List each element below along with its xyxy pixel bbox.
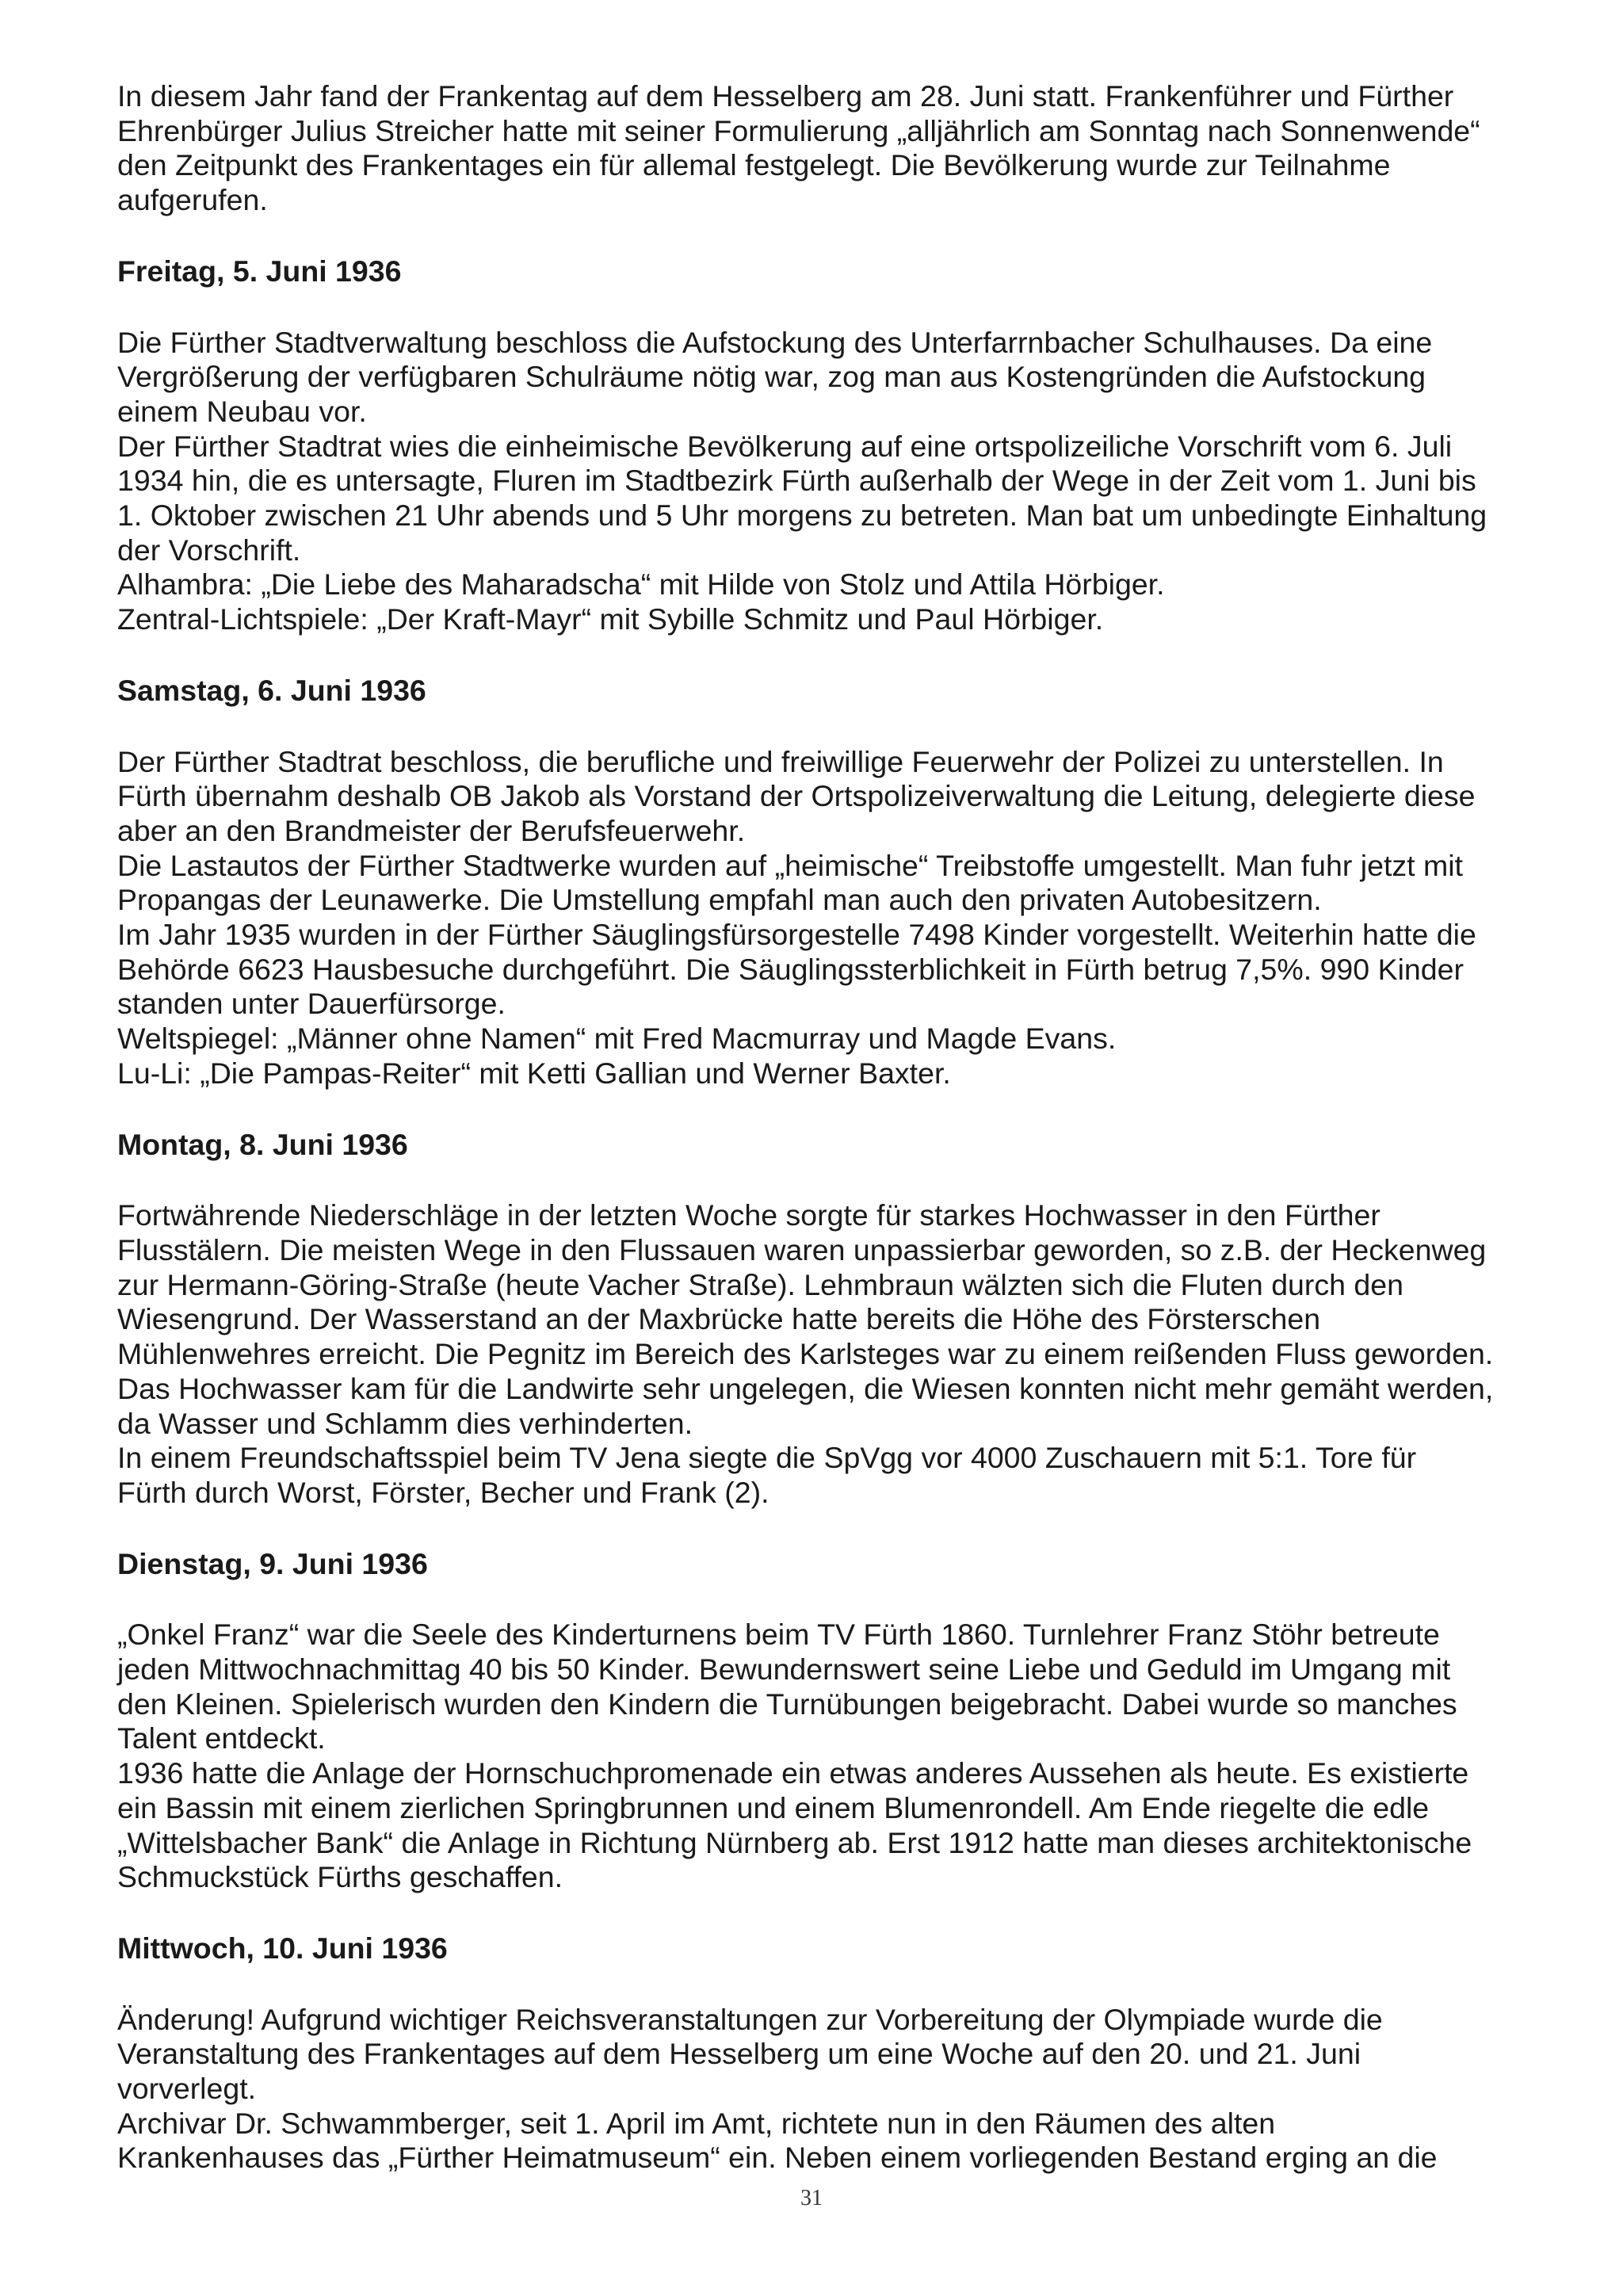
section-body-freitag: Die Fürther Stadtverwaltung beschloss die Aufstockung des Unterfarrnbacher Schulhauses. Da eine Vergrößerung der verfügbaren Schulräume nötig war, zog man aus Kostengründen die Aufstockung einem Neubau vor. Der Fürther Stadtrat wies die einheimische Bevölkerung auf eine ortspolizeiliche Vorschrift vom 6. Juli 1934 hin, die es untersagte, Fluren im Stadtbezirk Fürth außerhalb der Wege in der Zeit vom 1. Juni bis 1. Oktober zwischen 21 Uhr abends und 5 Uhr morgens zu betreten. Man bat um unbedingte Einhaltung der Vorschrift. Alhambra: „Die Liebe des Maharadscha“ mit Hilde von Stolz und Attila Hörbiger. Zentral-Lichtspiele: „Der Kraft-Mayr“ mit Sybille Schmitz und Paul Hörbiger. [117,325,1487,636]
section-heading-samstag: Samstag, 6. Juni 1936 [117,673,426,707]
section-heading-dienstag: Dienstag, 9. Juni 1936 [117,1546,428,1580]
section-body-montag: Fortwährende Niederschläge in der letzten Woche sorgte für starkes Hochwasser in den Fürther Flusstälern. Die meisten Wege in den Flussauen waren unpassierbar geworden, so z.B. der Heckenweg zur Hermann-Göring-Straße (heute Vacher Straße). Lehmbraun wälzten sich die Fluten durch den Wiesengrund. Der Wasserstand an der Maxbrücke hatte bereits die Höhe des Försterschen Mühlenwehres erreicht. Die Pegnitz im Bereich des Karlsteges war zu einem reißenden Fluss geworden. Das Hochwasser kam für die Landwirte sehr ungelegen, die Wiesen konnten nicht mehr gemäht werden, da Wasser und Schlamm dies verhinderten. In einem Freundschaftsspiel beim TV Jena siegte die SpVgg vor 4000 Zuschauern mit 5:1. Tore für Fürth durch Worst, Förster, Becher und Frank (2). [117,1198,1494,1509]
section-body-samstag: Der Fürther Stadtrat beschloss, die berufliche und freiwillige Feuerwehr der Polizei zu unterstellen. In Fürth übernahm deshalb OB Jakob als Vorstand der Ortspolizeiverwaltung die Leitung, delegierte diese aber an den Brandmeister der Berufsfeuerwehr. Die Lastautos der Fürther Stadtwerke wurden auf „heimische“ Treibstoffe umgestellt. Man fuhr jetzt mit Propangas der Leunawerke. Die Umstellung empfahl man auch den privaten Autobesitzern. Im Jahr 1935 wurden in der Fürther Säuglingsfürsorgestelle 7498 Kinder vorgestellt. Weiterhin hatte die Behörde 6623 Hausbesuche durchgeführt. Die Säuglingssterblichkeit in Fürth betrug 7,5%. 990 Kinder standen unter Dauerfürsorge. Weltspiegel: „Männer ohne Namen“ mit Fred Macmurray und Magde Evans. Lu-Li: „Die Pampas-Reiter“ mit Ketti Gallian und Werner Baxter. [117,744,1476,1090]
document-content [117,79,1528,2176]
intro-paragraph: In diesem Jahr fand der Frankentag auf dem Hesselberg am 28. Juni statt. Frankenführer und Fürther Ehrenbürger Julius Streicher hatte mit seiner Formulierung „alljährlich am Sonntag nach Sonnenwende“ den Zeitpunkt des Frankentages ein für allemal festgelegt. Die Bevölkerung wurde zur Teilnahme aufgerufen. [117,79,1480,217]
section-heading-montag: Montag, 8. Juni 1936 [117,1127,408,1161]
section-body-dienstag: „Onkel Franz“ war die Seele des Kinderturnens beim TV Fürth 1860. Turnlehrer Franz Stöhr betreute jeden Mittwochnachmittag 40 bis 50 Kinder. Bewundernswert seine Liebe und Geduld im Umgang mit den Kleinen. Spielerisch wurden den Kindern die Turnübungen beigebracht. Dabei wurde so manches Talent entdeckt. 1936 hatte die Anlage der Hornschuchpromenade ein etwas anderes Aussehen als heute. Es existierte ein Bassin mit einem zierlichen Springbrunnen und einem Blumenrondell. Am Ende riegelte die edle „Wittelsbacher Bank“ die Anlage in Richtung Nürnberg ab. Erst 1912 hatte man dieses architektonische Schmuckstück Fürths geschaffen. [117,1618,1472,1894]
page-number: 31 [800,2186,823,2210]
section-body-mittwoch: Änderung! Aufgrund wichtiger Reichsveranstaltungen zur Vorbereitung der Olympiade wurde die Veranstaltung des Frankentages auf dem Hesselberg um eine Woche auf den 20. und 21. Juni vorverlegt. Archivar Dr. Schwammberger, seit 1. April im Amt, richtete nun in den Räumen des alten Krankenhauses das „Fürther Heimatmuseum“ ein. Neben einem vorliegenden Bestand erging an die [117,2002,1438,2175]
section-heading-mittwoch: Mittwoch, 10. Juni 1936 [117,1931,448,1965]
section-heading-freitag: Freitag, 5. Juni 1936 [117,254,402,288]
